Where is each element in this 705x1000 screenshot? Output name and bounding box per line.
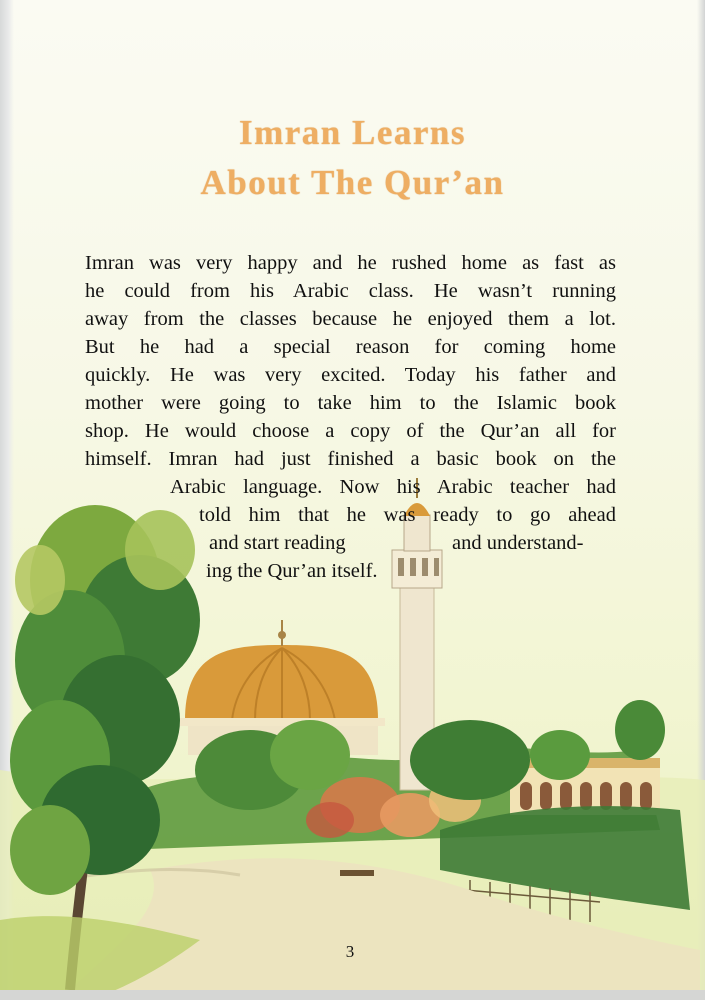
page-title xyxy=(0,108,705,208)
title-line-2: About The Qur’an xyxy=(200,163,505,202)
paragraph-line: away from the classes because he enjoyed them a lot. xyxy=(85,308,616,330)
mosque-landscape-illustration xyxy=(0,470,705,1000)
paragraph-line: mother were going to take him to the Islamic book xyxy=(85,392,616,414)
paragraph-line: himself. Imran had just finished a basic book on the xyxy=(85,448,616,470)
paragraph-line: But he had a special reason for coming home xyxy=(85,336,616,358)
paragraph-line: quickly. He was very excited. Today his father and xyxy=(85,364,616,386)
paragraph-line: ing the Qur’an itself. xyxy=(206,560,378,582)
paragraph-line: and understand- xyxy=(452,532,584,554)
paragraph-line: and start reading xyxy=(209,532,346,554)
paragraph-line: told him that he was ready to go ahead xyxy=(199,504,616,526)
paragraph-line: he could from his Arabic class. He wasn’t running xyxy=(85,280,616,302)
page-number: 3 xyxy=(345,942,355,961)
paragraph-line: shop. He would choose a copy of the Qur’an all for xyxy=(85,420,616,442)
paragraph-line: Imran was very happy and he rushed home as fast as xyxy=(85,252,616,274)
paragraph-line: Arabic language. Now his Arabic teacher had xyxy=(170,476,616,498)
page-bottom-edge xyxy=(0,990,705,1000)
title-line-1: Imran Learns xyxy=(238,113,467,152)
bench xyxy=(340,870,374,876)
